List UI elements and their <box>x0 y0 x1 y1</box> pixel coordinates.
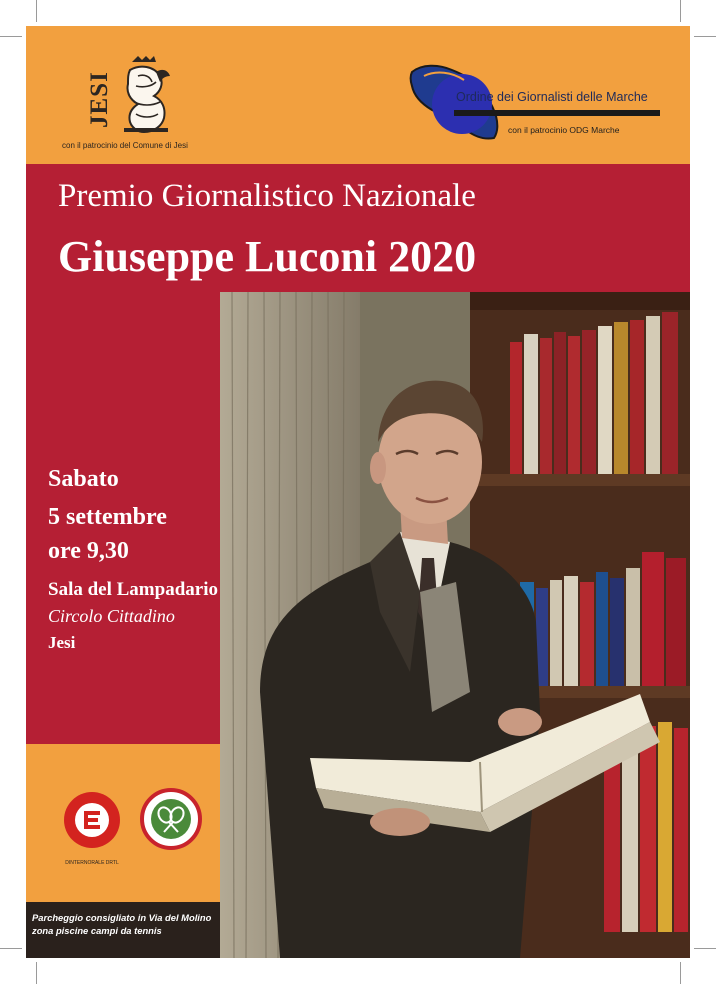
parking-note <box>32 911 217 937</box>
portrait-photo <box>220 292 690 958</box>
odg-divider <box>454 110 660 116</box>
event-city: Jesi <box>48 633 76 652</box>
event-place: Circolo Cittadino <box>48 606 175 626</box>
circolo-logo-caption: DINTERNORALE DRTL <box>65 860 119 866</box>
tennis-rackets-icon <box>140 788 202 850</box>
lion-icon <box>116 56 176 134</box>
crop-mark <box>694 36 716 37</box>
circolo-emblem-icon <box>60 786 124 850</box>
parking-line-2: zona piscine campi da tennis <box>32 925 162 936</box>
jesi-logo-text: JESI <box>86 71 113 128</box>
crop-mark <box>36 962 37 984</box>
crop-mark <box>680 0 681 22</box>
odg-title: Ordine dei Giornalisti delle Marche <box>456 90 648 104</box>
odg-caption: con il patrocinio ODG Marche <box>508 125 620 135</box>
event-date: 5 settembre <box>48 504 167 530</box>
crop-mark <box>680 962 681 984</box>
jesi-logo <box>86 56 176 136</box>
event-day: Sabato <box>48 466 119 492</box>
circolo-cittadino-logo <box>60 786 124 876</box>
crop-mark <box>36 0 37 22</box>
title-line-1: Premio Giornalistico Nazionale <box>58 178 476 214</box>
title-line-2: Giuseppe Luconi 2020 <box>58 232 477 281</box>
tennis-club-logo <box>140 788 202 850</box>
crop-mark <box>0 948 22 949</box>
event-hall: Sala del Lampadario <box>48 579 218 600</box>
jesi-caption: con il patrocinio del Comune di Jesi <box>62 141 188 150</box>
portrait-illustration <box>220 292 690 958</box>
event-time: ore 9,30 <box>48 538 129 564</box>
poster <box>26 26 690 958</box>
crop-mark <box>694 948 716 949</box>
parking-line-1: Parcheggio consigliato in Via del Molino <box>32 912 212 923</box>
crop-mark <box>0 36 22 37</box>
